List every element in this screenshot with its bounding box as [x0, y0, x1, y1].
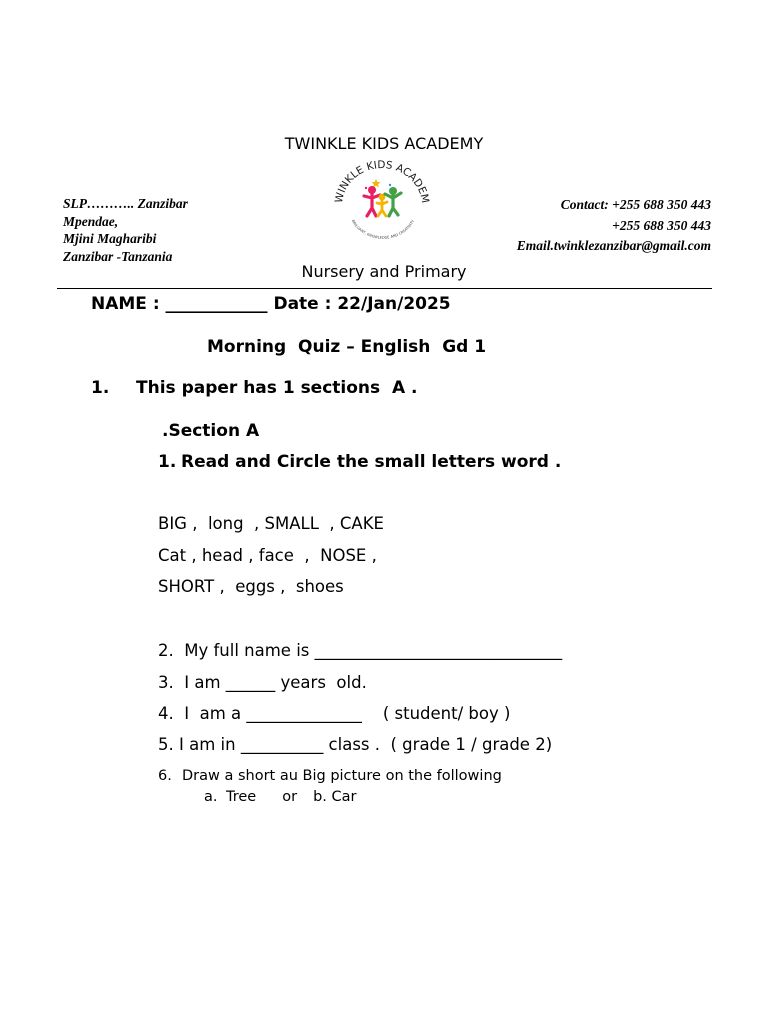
word-row: BIG , long , SMALL , CAKE	[158, 514, 384, 533]
quiz-title: Morning Quiz – English Gd 1	[207, 337, 487, 357]
question-5: 5. I am in __________ class . ( grade 1 / grade 2)	[158, 735, 553, 754]
question-6-number: 6.	[158, 768, 172, 784]
contact-email: Email.twinklezanzibar@gmail.com	[516, 238, 711, 253]
school-name: TWINKLE KIDS ACADEMY	[284, 134, 484, 153]
address-line: Mjini Magharibi	[63, 231, 157, 246]
question-1	[158, 452, 561, 472]
logo-motto-text: BRILLIANT, KNOWLEDGE AND CREATIVITY	[350, 219, 416, 240]
school-subtitle: Nursery and Primary	[301, 262, 467, 281]
option-or: or	[282, 789, 298, 805]
contact-phone: Contact: +255 688 350 443	[560, 197, 711, 212]
question-6-options	[204, 789, 356, 805]
question-6-text: Draw a short au Big picture on the following	[182, 768, 502, 784]
star-icon	[372, 179, 381, 187]
question-1-text: Read and Circle the small letters word .	[181, 452, 562, 472]
question-4: 4. I am a ______________ ( student/ boy )	[158, 704, 511, 723]
question-1-number: 1.	[158, 452, 177, 472]
name-date-line: NAME : ____________ Date : 22/Jan/2025	[91, 294, 451, 314]
question-6	[158, 768, 502, 784]
instructions-text: This paper has 1 sections A .	[136, 378, 418, 398]
contact-phone: +255 688 350 443	[612, 217, 711, 233]
school-contact	[517, 195, 711, 257]
instructions-number: 1.	[91, 378, 110, 398]
school-logo	[330, 160, 434, 246]
header-divider	[57, 288, 712, 289]
address-line: Mpendae,	[63, 213, 119, 229]
option-b-text: Car	[331, 789, 357, 805]
address-line: Zanzibar -Tanzania	[63, 248, 173, 264]
option-a-text: Tree	[226, 789, 257, 805]
word-row: Cat , head , face , NOSE ,	[158, 546, 377, 565]
question-2: 2. My full name is ______________________________	[158, 641, 563, 660]
option-b-label: b.	[313, 789, 327, 805]
school-address	[63, 195, 188, 265]
school-logo-graphic	[330, 160, 434, 246]
question-3: 3. I am ______ years old.	[158, 673, 367, 692]
address-line: SLP……….. Zanzibar	[63, 196, 188, 211]
word-row: SHORT , eggs , shoes	[158, 577, 344, 596]
logo-ring-text: WINKLE KIDS ACADEM	[332, 160, 432, 205]
option-a-label: a.	[204, 789, 218, 805]
instructions-line	[91, 378, 418, 398]
svg-text:BRILLIANT, KNOWLEDGE AND CREAT	[351, 219, 416, 240]
section-title: .Section A	[162, 421, 260, 441]
